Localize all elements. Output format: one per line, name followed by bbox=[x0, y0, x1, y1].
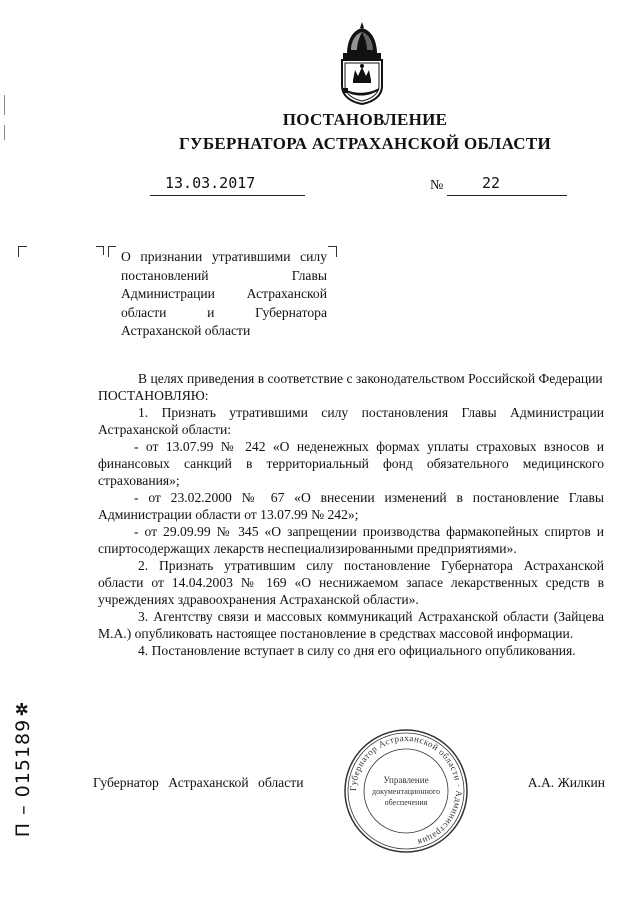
subject-corner-mark bbox=[108, 246, 116, 257]
document-subject: О признании утратившими силу постановлений Главы Администрации Астраханской области и Губернатора Астраханской области bbox=[121, 249, 327, 338]
astrakhan-coat-of-arms-icon bbox=[333, 20, 391, 106]
body-paragraph: 1. Признать утратившими силу постановления Главы Администрации Астраханской области: bbox=[98, 405, 604, 437]
official-stamp bbox=[342, 727, 470, 855]
stamp-ring-text: Губернатор Астраханской области · Администрация bbox=[347, 732, 465, 848]
body-paragraph: - от 29.09.99 № 345 «О запрещении производства фармакопейных спиртов и спиртосодержащих лекарств неспециализированными предприятиями». bbox=[98, 524, 604, 556]
body-paragraph: - от 13.07.99 № 242 «О неденежных формах уплаты страховых взносов и финансовых санкций в территориальный фонд обязательного медицинского страхования»; bbox=[98, 439, 604, 488]
body-paragraph: В целях приведения в соответствие с законодательством Российской Федерации bbox=[138, 371, 603, 386]
body-paragraph: 2. Признать утратившим силу постановление Губернатора Астраханской области от 14.04.2003 № 169 «О неснижаемом запасе лекарственных средств в учреждениях здравоохранения Астраханской области». bbox=[98, 558, 604, 607]
subject-corner-mark bbox=[328, 246, 337, 257]
document-date: 13.03.2017 bbox=[150, 174, 305, 196]
stamp-center-line: документационного bbox=[372, 787, 440, 796]
document-title bbox=[160, 108, 570, 156]
body-paragraph: ПОСТАНОВЛЯЮ: bbox=[98, 388, 209, 403]
body-paragraph: 4. Постановление вступает в силу со дня его официального опубликования. bbox=[138, 643, 576, 658]
subject-corner-mark bbox=[96, 246, 104, 255]
title-line-1: ПОСТАНОВЛЕНИЕ bbox=[282, 110, 448, 129]
margin-corner-mark bbox=[18, 246, 27, 257]
document-number: 22 bbox=[447, 174, 567, 196]
signatory-title: Губернатор Астраханской области bbox=[93, 775, 304, 790]
number-label: № bbox=[430, 178, 444, 193]
scan-edge-mark bbox=[4, 125, 5, 140]
serial-number-block bbox=[8, 708, 38, 848]
body-paragraph: - от 23.02.2000 № 67 «О внесении изменений в постановление Главы Администрации области от 13.07.99 № 242»; bbox=[98, 490, 604, 522]
signatory-name: А.А. Жилкин bbox=[527, 775, 605, 790]
document-body bbox=[98, 370, 604, 659]
body-paragraph: 3. Агентству связи и массовых коммуникаций Астраханской области (Зайцева М.А.) опубликовать настоящее постановление в средствах массовой информации. bbox=[98, 609, 604, 641]
scan-edge-mark bbox=[4, 95, 5, 115]
asterisk-mark: ✲ bbox=[15, 702, 29, 719]
serial-number: П – 015189 bbox=[12, 718, 34, 838]
title-line-2: ГУБЕРНАТОРА АСТРАХАНСКОЙ ОБЛАСТИ bbox=[178, 134, 552, 153]
stamp-center-line: Управление bbox=[383, 775, 429, 785]
stamp-center-line: обеспечения bbox=[384, 798, 428, 807]
